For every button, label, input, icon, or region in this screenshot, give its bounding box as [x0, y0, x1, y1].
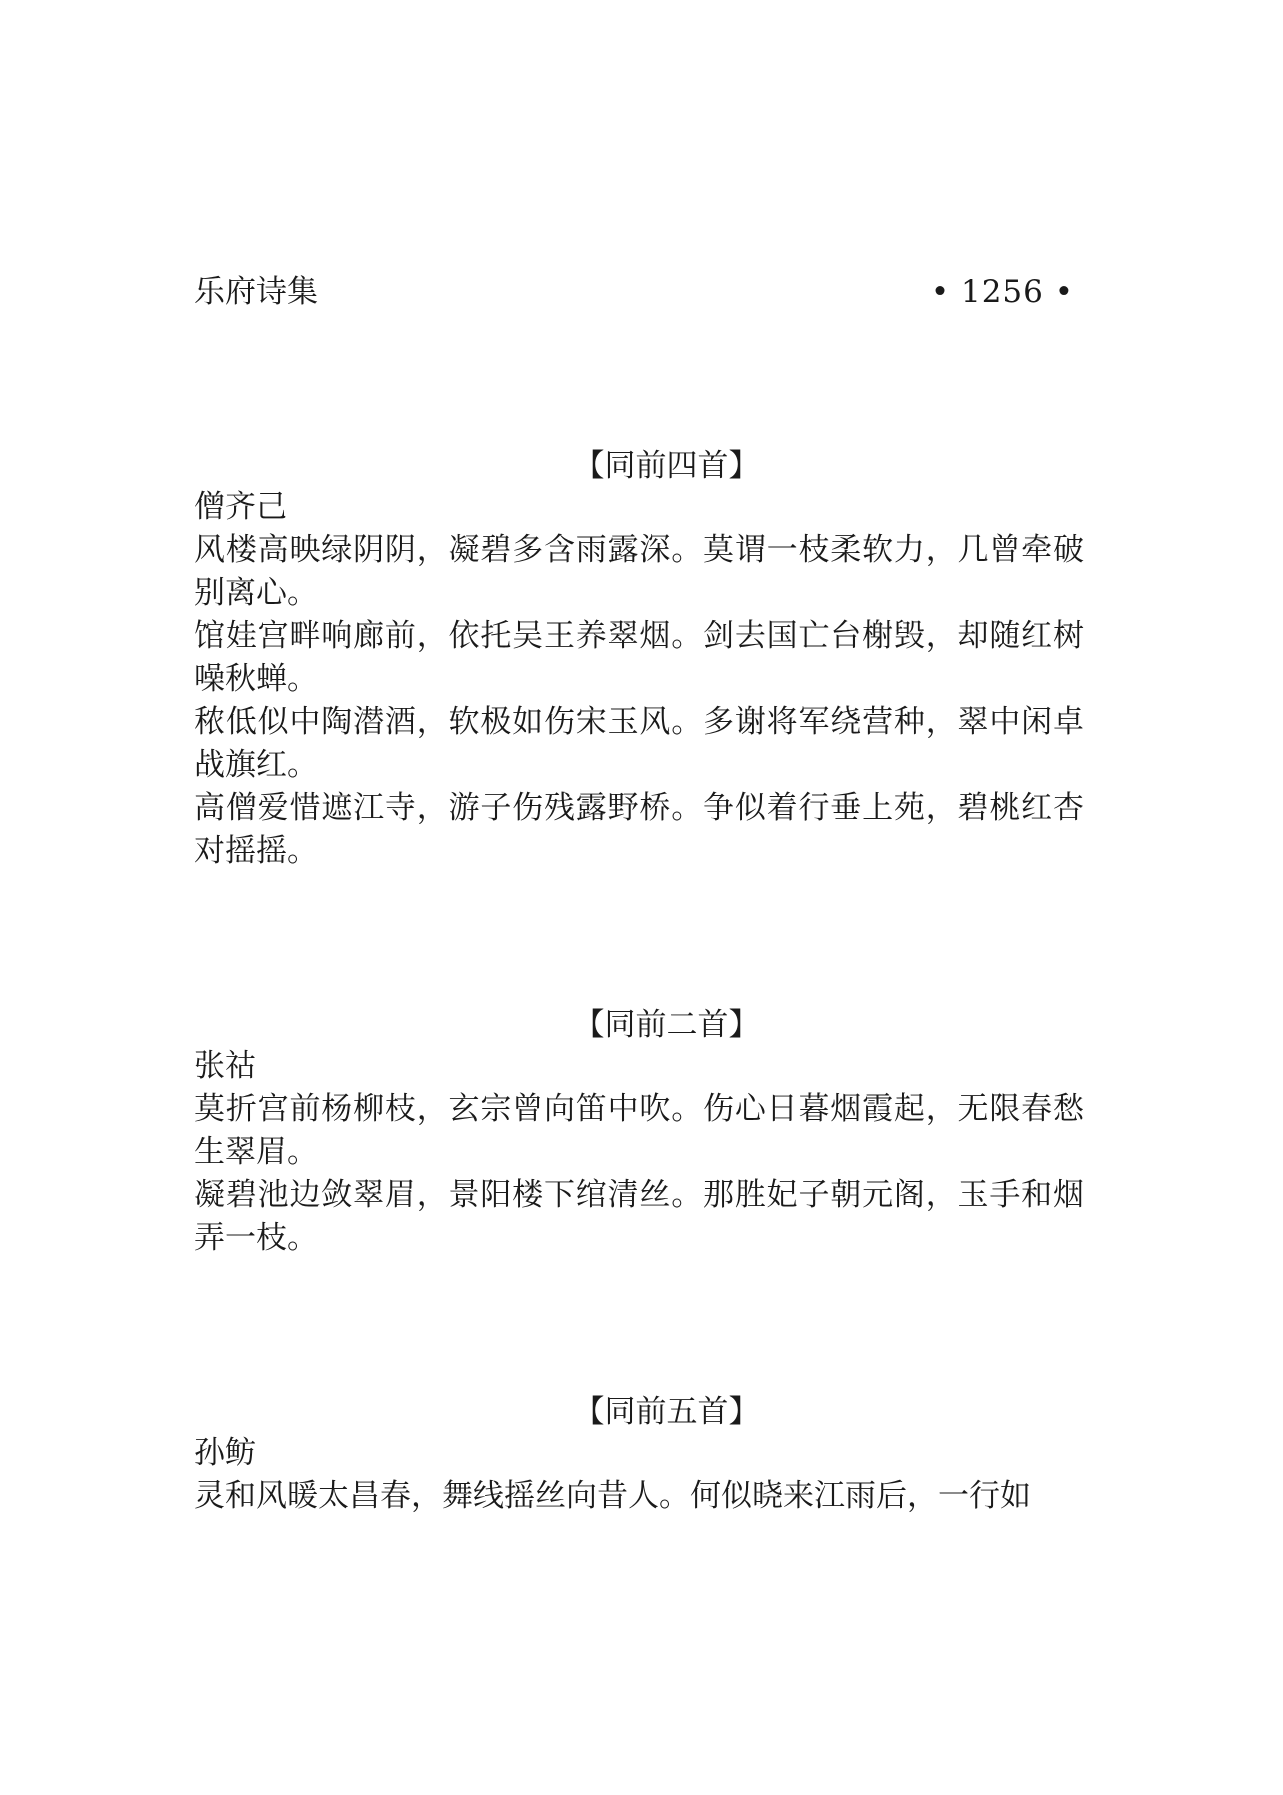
poem-section-2 [194, 1005, 1084, 1260]
poem-stanza: 馆娃宫畔响廊前，依托吴王养翠烟。剑去国亡台榭毁，却随红树噪秋蝉。 [194, 618, 1084, 697]
page-header [194, 272, 1084, 312]
section-title: 【同前二首】 [573, 1007, 760, 1043]
poem-stanza: 凝碧池边敛翠眉，景阳楼下绾清丝。那胜妃子朝元阁，玉手和烟弄一枝。 [194, 1177, 1084, 1256]
page-number: • 1256 • [930, 274, 1074, 310]
poem-section-1 [194, 446, 1084, 873]
poem-section-3 [194, 1392, 1084, 1518]
poem-stanza: 风楼高映绿阴阴，凝碧多含雨露深。莫谓一枝柔软力，几曾牵破别离心。 [194, 532, 1084, 611]
author-name: 孙鲂 [194, 1435, 256, 1471]
book-title: 乐府诗集 [194, 274, 318, 310]
author-name: 僧齐己 [194, 489, 287, 525]
poem-stanza: 灵和风暖太昌春，舞线摇丝向昔人。何似晓来江雨后，一行如 [194, 1478, 1031, 1514]
author-name: 张祜 [194, 1048, 256, 1084]
section-title: 【同前五首】 [573, 1394, 760, 1430]
poem-stanza: 莫折宫前杨柳枝，玄宗曾向笛中吹。伤心日暮烟霞起，无限春愁生翠眉。 [194, 1091, 1084, 1170]
section-title: 【同前四首】 [573, 448, 760, 484]
poem-stanza: 秾低似中陶潜酒，软极如伤宋玉风。多谢将军绕营种，翠中闲卓战旗红。 [194, 704, 1084, 783]
document-page [194, 0, 1084, 1795]
poem-stanza: 高僧爱惜遮江寺，游子伤残露野桥。争似着行垂上苑，碧桃红杏对摇摇。 [194, 790, 1084, 869]
